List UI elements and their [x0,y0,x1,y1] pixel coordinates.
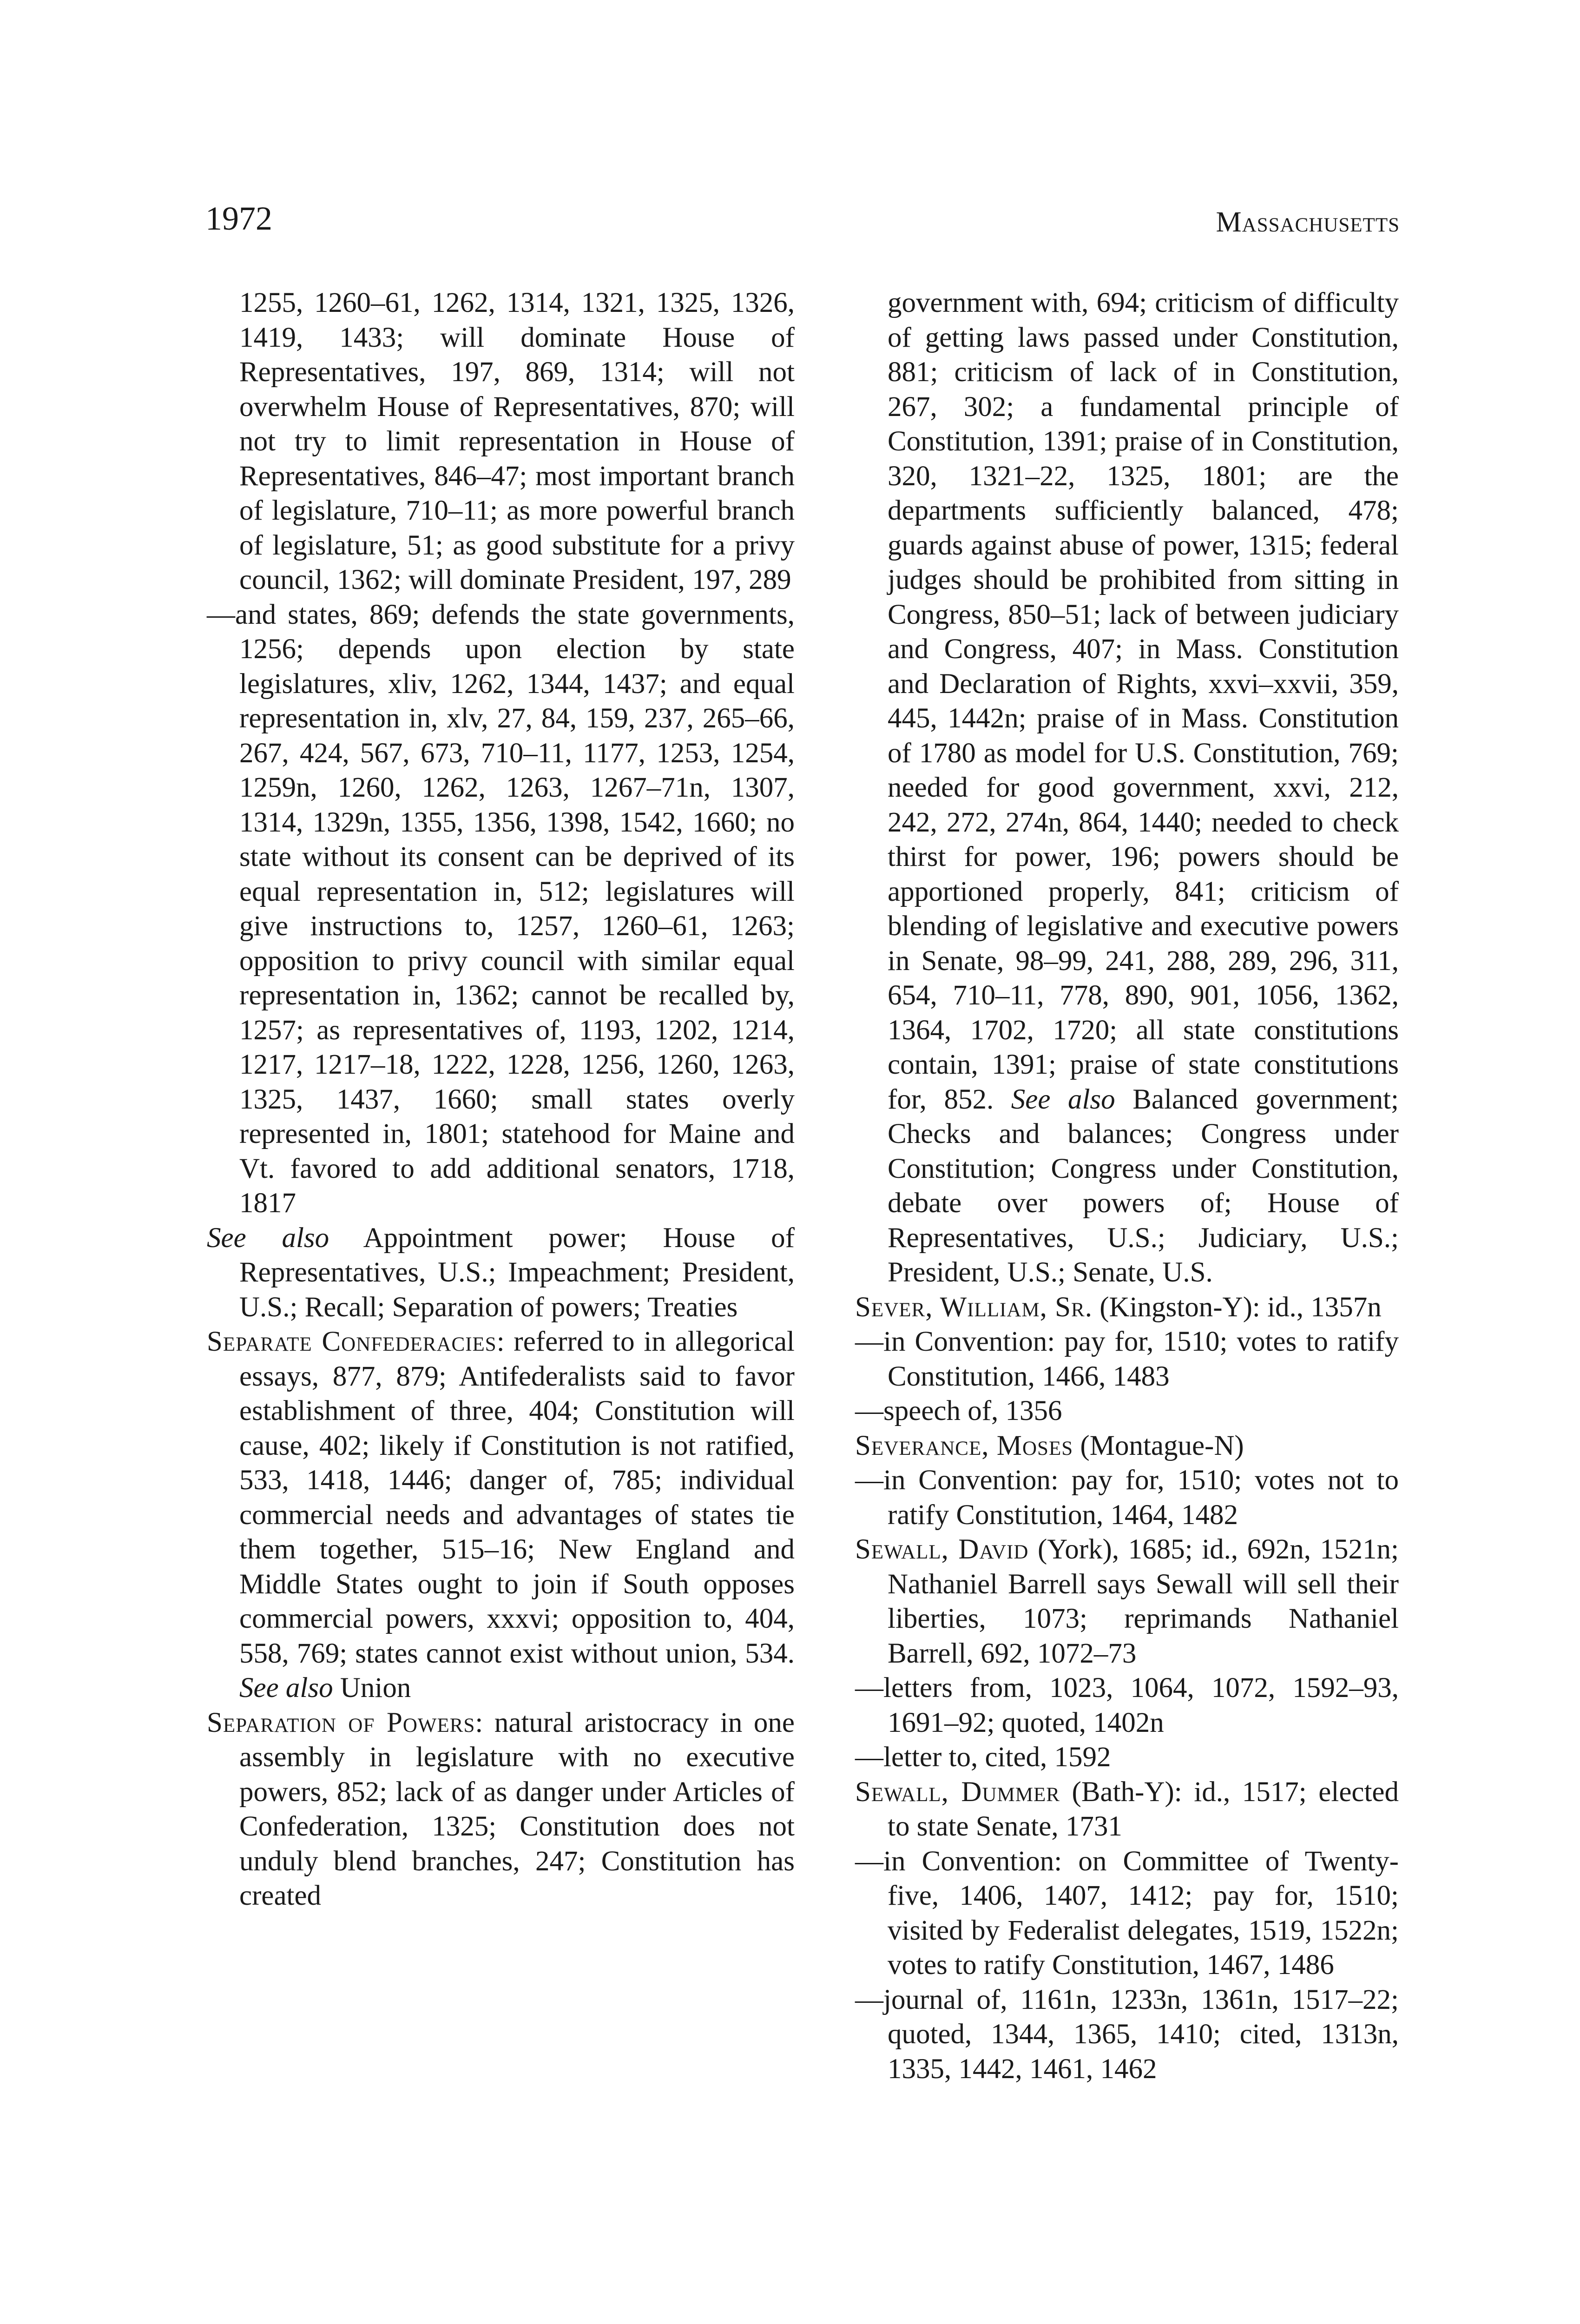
index-headword: Sever, William, Sr. [855,1291,1093,1323]
index-subentry: —letter to, cited, 1592 [855,1742,1111,1773]
index-headword: Separate Confederacies [207,1326,497,1357]
index-subentry: —speech of, 1356 [855,1395,1062,1426]
left-column [207,286,795,1914]
index-see-also: See also Appointment power; House of Representatives, U.S.; Impeachment; President, U.S.; Recall; Separation of powers; Treaties [207,1222,795,1323]
index-headword: Severance, Moses [855,1430,1073,1461]
index-subentry: —and states, 869; defends the state governments, 1256; depends upon election by state legislatures, xliv, 1262, 1344, 1437; and equal representation in, xlv, 27, 84, 159, 237, 265–66, 267, 424, 567, 673, 710–11, 1177, 1253, 1254, 1259n, 1260, 1262, 1263, 1267–71n, 1307, 1314, 1329n, 1355, 1356, 1398, 1542, 1660; no state without its consent can be deprived of its equal representation in, 512; legislatures will give instructions to, 1257, 1260–61, 1263; opposition to privy council with similar equal representation in, 1362; cannot be recalled by, 1257; as representatives of, 1193, 1202, 1214, 1217, 1217–18, 1222, 1228, 1256, 1260, 1263, 1325, 1437, 1660; small states overly represented in, 1801; statehood for Maine and Vt. favored to add additional senators, 1718, 1817 [207,599,795,1219]
index-entry: Separation of Powers: natural aristocracy in one assembly in legislature with no executive powers, 852; lack of as danger under Articles of Confederation, 1325; Constitution does not unduly blend branches, 247; Constitution has created [207,1707,795,1911]
index-subentry: —journal of, 1161n, 1233n, 1361n, 1517–22; quoted, 1344, 1365, 1410; cited, 1313n, 1335, 1442, 1461, 1462 [855,1984,1399,2085]
index-subentry: —letters from, 1023, 1064, 1072, 1592–93, 1691–92; quoted, 1402n [855,1672,1399,1738]
index-headword: Separation of Powers [207,1707,475,1738]
index-subentry: —in Convention: pay for, 1510; votes to ratify Constitution, 1466, 1483 [855,1326,1399,1392]
index-entry: Severance, Moses (Montague-N) [855,1430,1244,1461]
index-entry: Sewall, Dummer (Bath-Y): id., 1517; elected to state Senate, 1731 [855,1776,1399,1842]
running-title: Massachusetts [1216,206,1400,238]
index-entry: 1255, 1260–61, 1262, 1314, 1321, 1325, 1326, 1419, 1433; will dominate House of Representatives, 197, 869, 1314; will not overwhelm House of Representatives, 870; will not try to limit representation in House of Representatives, 846–47; most important branch of legislature, 710–11; as more powerful branch of legislature, 51; as good substitute for a privy council, 1362; will dominate President, 197, 289 [239,287,795,595]
index-headword: Sewall, Dummer [855,1776,1060,1808]
index-entry: Separate Confederacies: referred to in allegorical essays, 877, 879; Antifederalists said to favor establishment of three, 404; Constitution will cause, 402; likely if Constitution is not ratified, 533, 1418, 1446; danger of, 785; individual commercial needs and advantages of states tie them together, 515–16; New England and Middle States ought to join if South opposes commercial powers, xxxvi; opposition to, 404, 558, 769; states cannot exist without union, 534. See also Union [207,1326,795,1703]
index-subentry: —in Convention: on Committee of Twenty-five, 1406, 1407, 1412; pay for, 1510; visited by Federalist delegates, 1519, 1522n; votes to ratify Constitution, 1467, 1486 [855,1845,1399,1981]
index-entry: Sewall, David (York), 1685; id., 692n, 1521n; Nathaniel Barrell says Sewall will sell their liberties, 1073; reprimands Nathaniel Barrell, 692, 1072–73 [855,1534,1399,1669]
index-subentry: —in Convention: pay for, 1510; votes not to ratify Constitution, 1464, 1482 [855,1465,1399,1531]
index-entry: Sever, William, Sr. (Kingston-Y): id., 1357n [855,1291,1382,1323]
index-entry: government with, 694; criticism of difficulty of getting laws passed under Constitution, 881; criticism of lack of in Constitution, 267, 302; a fundamental principle of Constitution, 1391; praise of in Constitution, 320, 1321–22, 1325, 1801; are the departments sufficiently balanced, 478; guards against abuse of power, 1315; federal judges should be prohibited from sitting in Congress, 850–51; lack of between judiciary and Congress, 407; in Mass. Constitution and Declaration of Rights, xxvi–xxvii, 359, 445, 1442n; praise of in Mass. Constitution of 1780 as model for U.S. Constitution, 769; needed for good government, xxvi, 212, 242, 272, 274n, 864, 1440; needed to check thirst for power, 196; powers should be apportioned properly, 841; criticism of blending of legislative and executive powers in Senate, 98–99, 241, 288, 289, 296, 311, 654, 710–11, 778, 890, 901, 1056, 1362, 1364, 1702, 1720; all state constitutions contain, 1391; praise of state constitutions for, 852. See also Balanced government; Checks and balances; Congress under Constitution; Congress under Constitution, debate over powers of; House of Representatives, U.S.; Judiciary, U.S.; President, U.S.; Senate, U.S. [888,287,1399,1288]
index-headword: Sewall, David [855,1534,1029,1565]
page-number: 1972 [205,200,272,237]
right-column [855,286,1399,2086]
